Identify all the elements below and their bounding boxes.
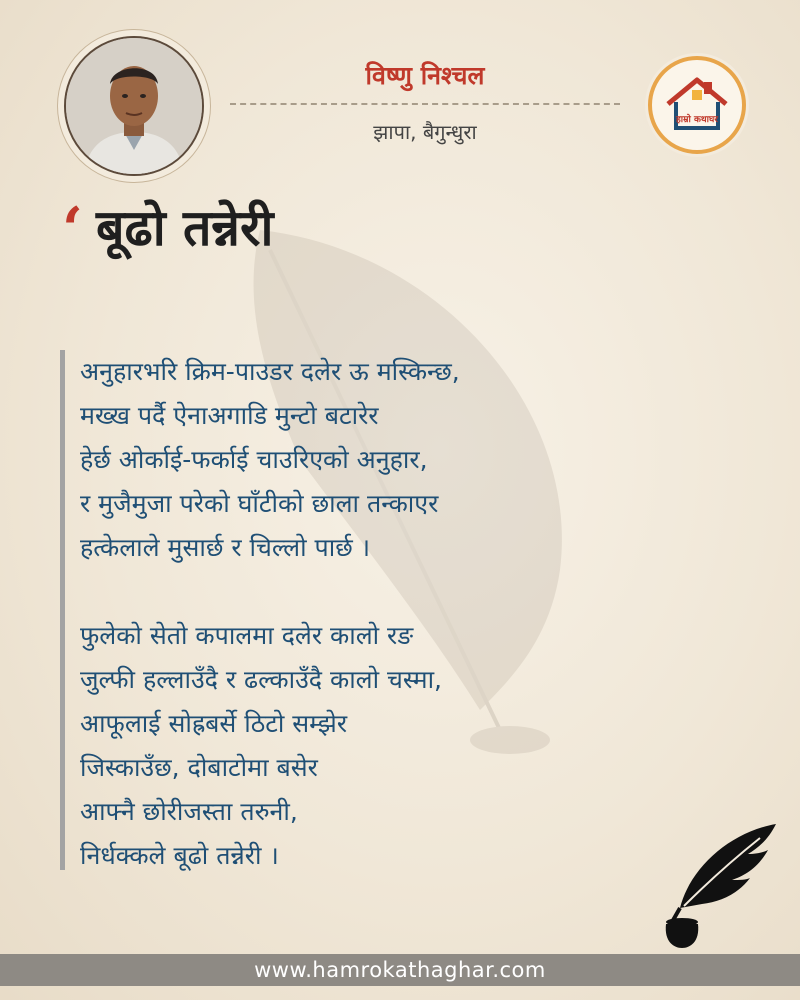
poem-line: जिस्काउँछ, दोबाटोमा बसेर — [80, 753, 318, 782]
poem-line: र मुजैमुजा परेको घाँटीको छाला तन्काएर — [80, 489, 439, 518]
person-icon — [66, 38, 202, 174]
poem-line: आफ्नै छोरीजस्ता तरुनी, — [80, 797, 298, 826]
poem-line: फुलेको सेतो कपालमा दलेर कालो रङ — [80, 621, 414, 650]
logo-text: हाम्रो कथाघर — [676, 115, 718, 125]
poem-line: हत्केलाले मुसार्छ र चिल्लो पार्छ । — [80, 533, 371, 562]
house-icon — [652, 60, 742, 150]
site-logo[interactable] — [648, 56, 746, 154]
author-avatar — [64, 36, 204, 176]
quote-icon: ‘ — [62, 195, 83, 265]
footer-bar — [0, 954, 800, 986]
poem-body — [80, 350, 720, 922]
divider — [230, 103, 620, 105]
poem-line: अनुहारभरि क्रिम-पाउडर दलेर ऊ मस्किन्छ, — [80, 357, 460, 386]
poem-stanza — [80, 350, 720, 570]
poem-line: निर्धक्कले बूढो तन्नेरी । — [80, 841, 279, 870]
poem-sidebar-bar — [60, 350, 65, 870]
poem-line: आफूलाई सोह्रबर्से ठिटो सम्झेर — [80, 709, 348, 738]
website-link[interactable]: www.hamrokathaghar.com — [254, 958, 546, 982]
quill-inkpot-icon — [650, 818, 780, 950]
author-name: विष्णु निश्चल — [365, 61, 485, 90]
author-location: झापा, बैगुन्धुरा — [373, 120, 477, 144]
poem-stanza — [80, 614, 720, 878]
poem-line: हेर्छ ओर्काई-फर्काई चाउरिएको अनुहार, — [80, 445, 428, 474]
poem-line: जुल्फी हल्लाउँदै र ढल्काउँदै कालो चस्मा, — [80, 665, 443, 694]
poem-title: बूढो तन्नेरी — [96, 199, 274, 257]
poem-line: मख्ख पर्दै ऐनाअगाडि मुन्टो बटारेर — [80, 401, 379, 430]
